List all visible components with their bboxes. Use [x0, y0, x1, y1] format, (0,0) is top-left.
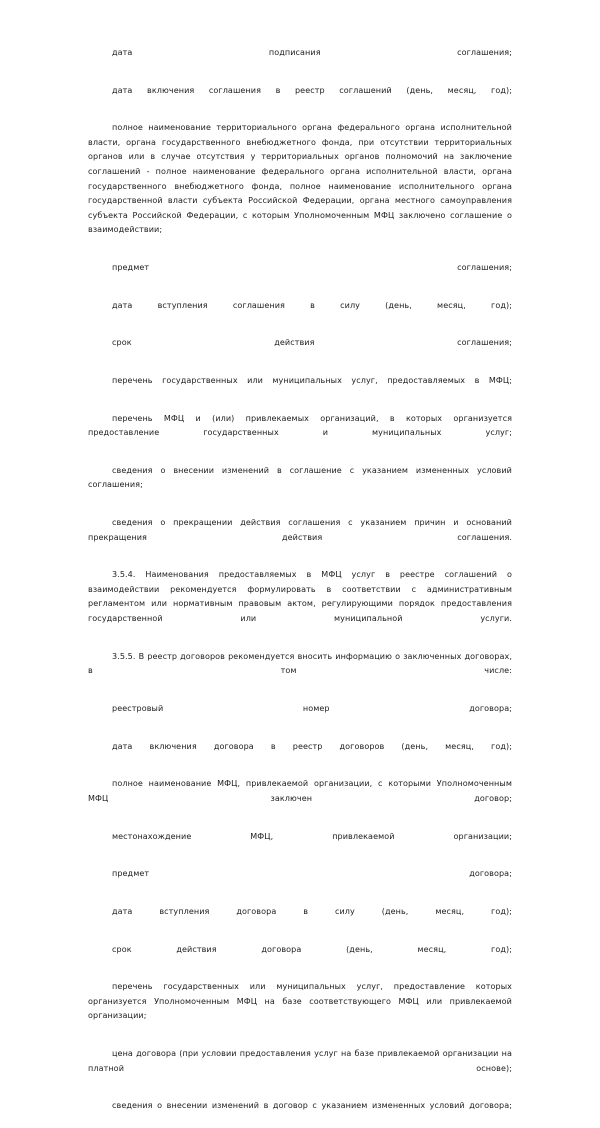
paragraph-contract-amendments-info: сведения о внесении изменений в договор с указанием измененных условий договора;: [112, 1101, 512, 1111]
document-text-body: [88, 46, 512, 1128]
paragraph-contract-parties-full-name: полное наименование МФЦ, привлекаемой организации, с которыми Уполномоченным МФЦ заключен договор;: [88, 779, 512, 803]
paragraph-agreement-termination-info: сведения о прекращении действия соглашения с указанием причин и оснований прекращения действия соглашения.: [88, 518, 512, 542]
paragraph-list-of-mfc-and-involved-organizations: перечень МФЦ и (или) привлекаемых организаций, в которых организуется предоставление государственных и муниципальных услуг;: [88, 413, 512, 438]
paragraph-agreement-subject: предмет соглашения;: [112, 262, 512, 272]
paragraph-organization-location: местонахождение МФЦ, привлекаемой организации;: [112, 831, 512, 841]
paragraph-agreement-signing-date: дата подписания соглашения;: [112, 48, 512, 57]
paragraph-agreement-registry-inclusion-date: дата включения соглашения в реестр соглашений (день, месяц, год);: [112, 85, 512, 95]
paragraph-section-3-5-5: 3.5.5. В реестр договоров рекомендуется вносить информацию о заключенных договорах, в том числе:: [88, 651, 512, 676]
paragraph-services-provided-under-contract: перечень государственных или муниципальных услуг, предоставление которых организуется Уполномоченным МФЦ на базе соответствующего МФЦ или привлекаемой организации;: [88, 982, 512, 1021]
paragraph-contract-effective-date: дата вступления договора в силу (день, месяц, год);: [112, 906, 512, 916]
paragraph-list-of-services-in-mfc: перечень государственных или муниципальных услуг, предоставляемых в МФЦ;: [112, 375, 512, 385]
paragraph-contract-subject: предмет договора;: [112, 869, 512, 879]
paragraph-contract-registry-number: реестровый номер договора;: [112, 703, 512, 713]
paragraph-section-3-5-4: 3.5.4. Наименования предоставляемых в МФЦ услуг в реестре соглашений о взаимодействии рекомендуется формулировать в соответствии с административным регламентом или нормативным правовым актом, регулирующими порядок предоставления государственной или муниципальной услуги.: [88, 570, 512, 623]
paragraph-agreement-effective-date: дата вступления соглашения в силу (день, месяц, год);: [112, 300, 512, 310]
paragraph-contract-validity-period: срок действия договора (день, месяц, год);: [112, 944, 512, 954]
paragraph-contract-price: цена договора (при условии предоставления услуг на базе привлекаемой организации на платной основе);: [88, 1049, 512, 1073]
paragraph-contract-registry-inclusion-date: дата включения договора в реестр договоров (день, месяц, год);: [112, 741, 512, 751]
paragraph-agreement-validity-period: срок действия соглашения;: [112, 338, 512, 348]
paragraph-agreement-amendments-info: сведения о внесении изменений в соглашение с указанием измененных условий соглашения;: [88, 465, 512, 490]
paragraph-full-name-of-territorial-body: полное наименование территориального органа федерального органа исполнительной власти, органа государственного внебюджетного фонда, при отсутствии территориальных органов или в случае отсутствия у территориальных органов полномочий на заключение соглашений - полное наименование федерального органа исполнительной власти, органа государственного внебюджетного фонда, полное наименование исполнительного органа государственной власти субъекта Российской Федерации, органа местного самоуправления субъекта Российской Федерации, с которым Уполномоченным МФЦ заключено соглашение о взаимодействии;: [88, 123, 512, 235]
